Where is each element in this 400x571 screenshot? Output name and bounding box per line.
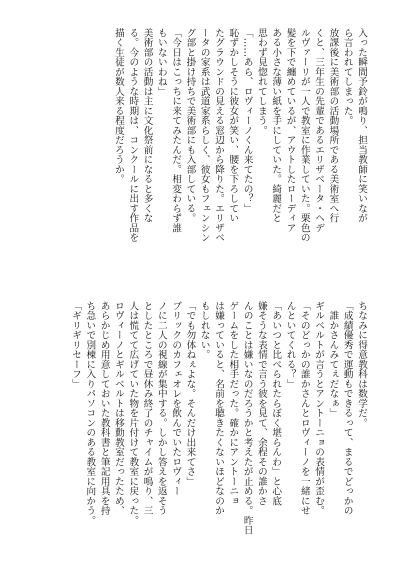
text-line: 「でも勿体ねぇよな。そんだけ出来てさ」: [184, 301, 196, 487]
text-line: 嫌そうな表情で言う彼を見て、余程その誰かさ: [255, 301, 267, 506]
text-line: んといてくれる？」: [284, 301, 296, 389]
text-line: 「……あら、ロヴィーノくん来てたの？」: [241, 28, 253, 214]
text-line: 入った瞬間予鈴が鳴り、担当教師に笑いなが: [356, 28, 367, 223]
text-line: 髪を下で纏めているが、アウトしたローディア: [284, 28, 296, 233]
text-line: 「あいつと比べられたらぼく堪らんわ」と心底: [270, 301, 282, 506]
text-line: 人は慌てて広げていた物を片付けて教室に戻った。: [127, 301, 139, 526]
text-line: もしれない。: [198, 301, 210, 360]
text-line: 美術部の活動は主に文化祭前になると多くな: [141, 28, 153, 223]
text-line: ルヴァーリが一人で教室に作業していた。栗色の: [298, 28, 310, 243]
text-line: たグラウンドの見える窓辺から降りた。エリザベ: [213, 28, 225, 243]
text-line: 思わず見惚れてしまう。: [255, 28, 267, 136]
text-line: る。今のような時期は、コンクールに出す作品を: [127, 28, 139, 243]
text-line: グ部と掛け持ちで美術部にも入部している。: [184, 28, 196, 223]
text-line: もいないわね」: [155, 28, 167, 97]
text-line: ちなみに得意教科は数学だ。: [356, 301, 367, 428]
text-line: は嫌っていると、名前を聴きたくないほどなのか: [213, 301, 225, 516]
text-line: 描く生徒が数人来る程度だろうか。: [112, 28, 124, 184]
upper-text-block: [30, 28, 368, 278]
text-line: 誰かさんみてぇだなぁ」: [327, 301, 339, 418]
lower-text-block: [30, 301, 368, 553]
text-line: くと、三年生の先輩であるエリザベータ・ヘデ: [313, 28, 325, 233]
text-line: あらかじめ用意しておいた教科書と筆記用具を持: [98, 301, 110, 516]
text-line: ある小さな薄い紙を手にしていた。綺麗だと: [270, 28, 282, 223]
text-line: ータの家系は武道家系らしく、彼女もフェンシン: [198, 28, 210, 243]
text-line: ち急いで別棟に入りパソコンのある教室に向かう。: [84, 301, 96, 526]
text-line: んのことは嫌いなのだろうかと考えたが止める。昨日: [241, 301, 253, 535]
text-line: 恥ずかしそうに彼女が笑い、腰を下ろしてい: [227, 28, 239, 223]
text-line: ブリックのカフェオレを飲んでいたロヴィー: [170, 301, 182, 496]
text-line: 「ギリギリセーフ」: [70, 301, 82, 389]
text-line: 「今日はこっちに来てみたんだ。相変わらず誰: [170, 28, 182, 233]
text-line: ロヴィーノとギルベルトは移動教室だったため、: [112, 301, 124, 516]
text-line: ら言われてしまった。: [341, 28, 353, 126]
text-line: としたところで昼休み終了のチャイムが鳴り、三: [141, 301, 153, 516]
text-line: ノに二人の視線が集中する。しかし答えを返そう: [155, 301, 167, 516]
text-line: ギルベルトが言うとアントーニョの表情が歪む。: [313, 301, 325, 516]
text-line: 「そのどっかの誰かさんとロヴィーノを一緒にせ: [298, 301, 310, 516]
text-line: 「成績優秀で運動もできるって、まるでどっかの: [341, 301, 353, 516]
text-line: ゲームをした相手だった。確かにアントーニョ: [227, 301, 239, 506]
text-line: 放課後に美術部の活動場所である美術室へ行: [327, 28, 339, 223]
